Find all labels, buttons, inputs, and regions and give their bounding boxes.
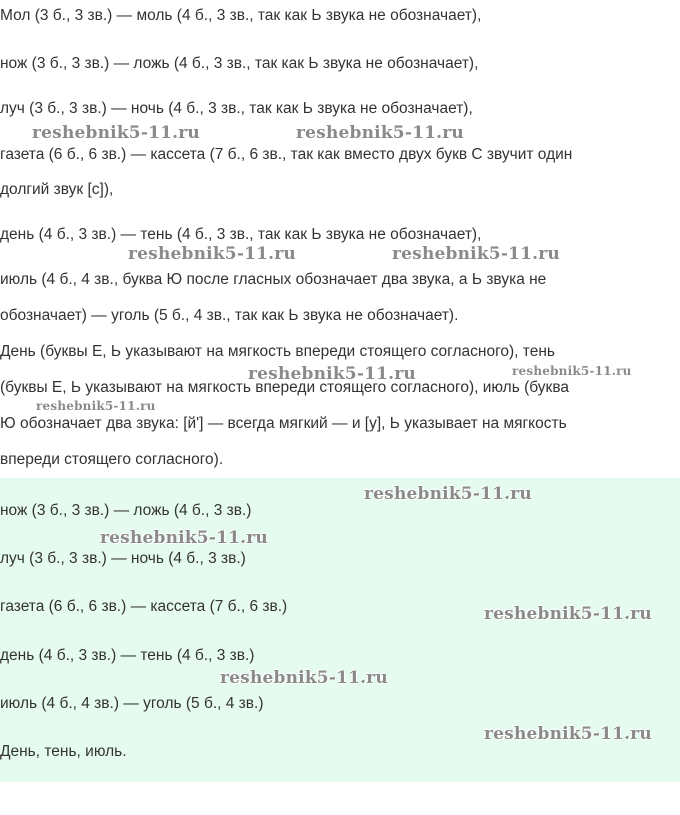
text-line: луч (3 б., 3 зв.) — ночь (4 б., 3 зв., так как Ь звука не обозначает), bbox=[0, 100, 473, 117]
watermark: reshebnik5-11.ru bbox=[512, 364, 632, 378]
watermark: reshebnik5-11.ru bbox=[36, 399, 156, 413]
text-line: день (4 б., 3 зв.) — тень (4 б., 3 зв., так как Ь звука не обозначает), bbox=[0, 226, 482, 243]
watermark: reshebnik5-11.ru bbox=[484, 604, 652, 624]
watermark: reshebnik5-11.ru bbox=[100, 528, 268, 548]
watermark: reshebnik5-11.ru bbox=[220, 668, 388, 688]
answer-line: июль (4 б., 4 зв.) — уголь (5 б., 4 зв.) bbox=[0, 695, 264, 712]
text-line: нож (3 б., 3 зв.) — ложь (4 б., 3 зв., так как Ь звука не обозначает), bbox=[0, 55, 479, 72]
watermark: reshebnik5-11.ru bbox=[364, 484, 532, 504]
answer-line: день (4 б., 3 зв.) — тень (4 б., 3 зв.) bbox=[0, 647, 255, 664]
watermark: reshebnik5-11.ru bbox=[484, 724, 652, 744]
watermark: reshebnik5-11.ru bbox=[296, 123, 464, 143]
answer-line: День, тень, июль. bbox=[0, 743, 127, 760]
answer-line: газета (6 б., 6 зв.) — кассета (7 б., 6 зв.) bbox=[0, 598, 288, 615]
watermark: reshebnik5-11.ru bbox=[248, 364, 416, 384]
text-line: обозначает) — уголь (5 б., 4 зв., так как Ь звука не обозначает). bbox=[0, 307, 459, 324]
text-line: (буквы Е, Ь указывают на мягкость впереди стоящего согласного), июль (буква bbox=[0, 379, 569, 396]
text-line: Мол (3 б., 3 зв.) — моль (4 б., 3 зв., так как Ь звука не обозначает), bbox=[0, 7, 482, 24]
text-line: Ю обозначает два звука: [й'] — всегда мягкий — и [у], Ь указывает на мягкость bbox=[0, 415, 567, 432]
text-line: День (буквы Е, Ь указывают на мягкость впереди стоящего согласного), тень bbox=[0, 343, 555, 360]
text-line: газета (6 б., 6 зв.) — кассета (7 б., 6 зв., так как вместо двух букв С звучит один bbox=[0, 146, 573, 163]
text-line: впереди стоящего согласного). bbox=[0, 451, 224, 468]
answer-line: луч (3 б., 3 зв.) — ночь (4 б., 3 зв.) bbox=[0, 550, 246, 567]
text-line: июль (4 б., 4 зв., буква Ю после гласных обозначает два звука, а Ь звука не bbox=[0, 271, 547, 288]
text-line: долгий звук [с]), bbox=[0, 181, 114, 198]
watermark: reshebnik5-11.ru bbox=[392, 244, 560, 264]
watermark: reshebnik5-11.ru bbox=[128, 244, 296, 264]
watermark: reshebnik5-11.ru bbox=[32, 123, 200, 143]
answer-line: нож (3 б., 3 зв.) — ложь (4 б., 3 зв.) bbox=[0, 502, 252, 519]
